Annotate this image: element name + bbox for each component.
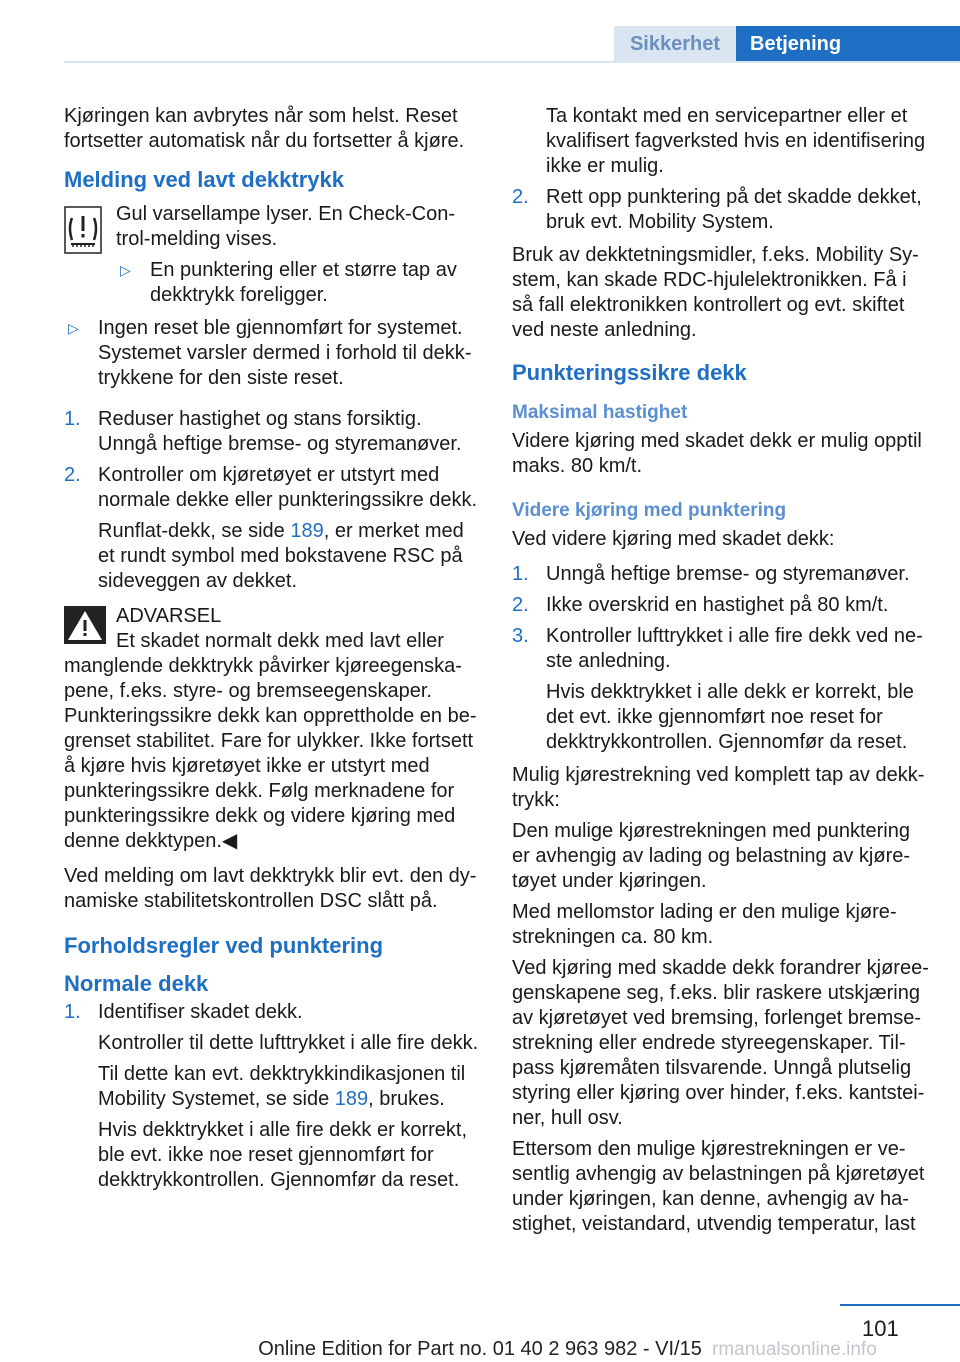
header-divider [64, 61, 960, 63]
paragraph: Ved kjøring med skadde dekk forandrer kjøreegenskapene seg, f.eks. blir raskere utskjæring av kjøretøyet ved bremsing, forlenget bremsestrekning eller endrede styreegenskaper. Tilpass kjøremåten tilsvarende. Unngå plutselig styring eller kjøring over hinder, f.eks. kantsteiner, hull osv. [512, 957, 929, 1129]
right-column [512, 104, 930, 1243]
page-link[interactable]: 189 [334, 1088, 369, 1110]
step-sub: Ta kontakt med en servicepartner eller et kvalifisert fagverksted hvis en identifisering ikke er mulig. [546, 105, 926, 177]
edition-line: Online Edition for Part no. 01 40 2 963 982 - VI/15 [258, 1338, 702, 1360]
footer-divider [840, 1304, 960, 1306]
step-number: 1. [64, 408, 81, 430]
heading-melding: Melding ved lavt dekktrykk [64, 167, 344, 192]
rdc-paragraph: Bruk av dekktetningsmidler, f.eks. Mobility System, kan skade RDC-hjulelektronikken. Få i så fall elektronikken kontrollert og evt. skiftet ved neste anledning. [512, 244, 919, 341]
bullet-text: Ingen reset ble gjennomført for systemet. Systemet varsler dermed i forhold til dekktrykkene for den siste reset. [98, 317, 472, 389]
list-item [64, 1000, 482, 1193]
heading-maksimal-hastighet: Maksimal hastighet [512, 402, 688, 423]
left-column [64, 104, 482, 1201]
paragraph: Med mellomstor lading er den mulige kjørestrekningen ca. 80 km. [512, 901, 897, 948]
triangle-bullet-icon: ▷ [120, 262, 131, 278]
videre-steps [512, 562, 930, 755]
warning-block [64, 604, 482, 854]
list-item [64, 407, 482, 457]
heading-videre-kjoring: Videre kjøring med punktering [512, 500, 787, 521]
list-item [512, 624, 930, 755]
warning-text: manglende dekktrykk påvirker kjøreegenskapene, f.eks. styre- og bremseegenskaper. Punkteringssikre dekk kan opprettholde en begrenset stabilitet. Fare for ulykker. Ikke fortsett å kjøre hvis kjøretøyet ikke er utstyrt med punkteringssikre dekk. Følg merknadene for punkteringssikre dekk og videre kjøring med denne dekktypen.◀ [64, 655, 477, 852]
runflat-note [98, 519, 482, 594]
reduce-steps [64, 407, 482, 594]
step-sub [98, 1062, 482, 1112]
tab-betjening[interactable]: Betjening [736, 26, 960, 62]
watermark: rmanualsonline.info [712, 1339, 877, 1360]
warning-lamp-block [64, 202, 482, 308]
sub-text: Til dette kan evt. dekktrykkindikasjonen til Mobility Systemet, se side [98, 1063, 466, 1110]
list-item [512, 104, 930, 179]
tab-sikkerhet[interactable]: Sikkerhet [614, 26, 736, 62]
continued-steps [512, 104, 930, 235]
normal-steps [64, 1000, 482, 1193]
step-number: 3. [512, 625, 529, 647]
maks-paragraph: Videre kjøring med skadet dekk er mulig opptil maks. 80 km/t. [512, 430, 922, 477]
sub-text: , brukes. [368, 1088, 445, 1110]
list-item [512, 185, 930, 235]
step-number: 2. [512, 186, 529, 208]
heading-forholdsregler: Forholdsregler ved punktering [64, 933, 384, 958]
step-number: 1. [512, 563, 529, 585]
list-item [64, 316, 482, 391]
warning-title: ADVARSEL [116, 605, 222, 627]
heading-punkteringssikre: Punkteringssikre dekk [512, 360, 747, 385]
step-number: 1. [64, 1001, 81, 1023]
step-text: Kontroller lufttrykket i alle fire dekk ved neste anledning. [546, 625, 923, 672]
list-item [116, 258, 482, 308]
list-item [64, 463, 482, 594]
step-number: 2. [512, 594, 529, 616]
step-text: Kontroller om kjøretøyet er utstyrt med normale dekke eller punkteringssikre dekk. [98, 464, 478, 511]
heading-normale-dekk: Normale dekk [64, 971, 209, 996]
list-item [512, 593, 930, 618]
warning-triangle-icon [64, 606, 106, 644]
page-link[interactable]: 189 [290, 520, 324, 542]
paragraph: Ettersom den mulige kjørestrekningen er vesentlig avhengig av belastningen på kjøretøyet under kjøringen, kan denne, avhengig av hastighet, veistandard, utvendig temperatur, last [512, 1138, 925, 1235]
section-tabs [614, 26, 960, 62]
step-number: 2. [64, 464, 81, 486]
step-text: Rett opp punktering på det skadde dekket, bruk evt. Mobility System. [546, 186, 922, 233]
list-item [512, 562, 930, 587]
page-number: 101 [862, 1316, 899, 1341]
lamp-text: Gul varsellampe lyser. En Check-Control-melding vises. [116, 203, 456, 250]
dsc-paragraph: Ved melding om lavt dekktrykk blir evt. den dynamiske stabilitetskontrollen DSC slått på. [64, 865, 477, 912]
warning-text-first: Et skadet normalt dekk med lavt eller [116, 630, 444, 652]
videre-intro: Ved videre kjøring med skadet dekk: [512, 528, 835, 550]
step-sub: Kontroller til dette lufttrykket i alle fire dekk. [98, 1032, 479, 1054]
reset-bullet-list [64, 316, 482, 391]
step-sub: Hvis dekktrykket i alle fire dekk er korrekt, ble evt. ikke noe reset gjennomført for dekktrykkontrollen. Gjennomfør da reset. [98, 1119, 467, 1191]
tire-pressure-warning-icon [64, 206, 102, 254]
paragraph: Mulig kjørestrekning ved komplett tap av dekktrykk: [512, 764, 925, 811]
step-sub: Hvis dekktrykket i alle dekk er korrekt, ble det evt. ikke gjennomført noe reset for dekktrykkontrollen. Gjennomfør da reset. [546, 681, 914, 753]
runflat-text: Runflat-dekk, se side [98, 520, 291, 542]
triangle-bullet-icon: ▷ [68, 320, 79, 336]
step-text: Reduser hastighet og stans forsiktig. Unngå heftige bremse- og styremanøver. [98, 408, 462, 455]
runflat-text: , er merket med et rundt symbol med bokstavene RSC på sideveggen av dekket. [98, 520, 464, 592]
step-text: Identifiser skadet dekk. [98, 1001, 303, 1023]
bullet-text: En punktering eller et større tap av dekktrykk foreligger. [150, 259, 457, 306]
lamp-bullet-list [116, 258, 482, 308]
step-text: Unngå heftige bremse- og styremanøver. [546, 563, 910, 585]
intro-paragraph: Kjøringen kan avbrytes når som helst. Reset fortsetter automatisk når du fortsetter å kjøre. [64, 105, 465, 152]
step-text: Ikke overskrid en hastighet på 80 km/t. [546, 594, 889, 616]
paragraph: Den mulige kjørestrekningen med punktering er avhengig av lading og belastning av kjøretøyet under kjøringen. [512, 820, 911, 892]
